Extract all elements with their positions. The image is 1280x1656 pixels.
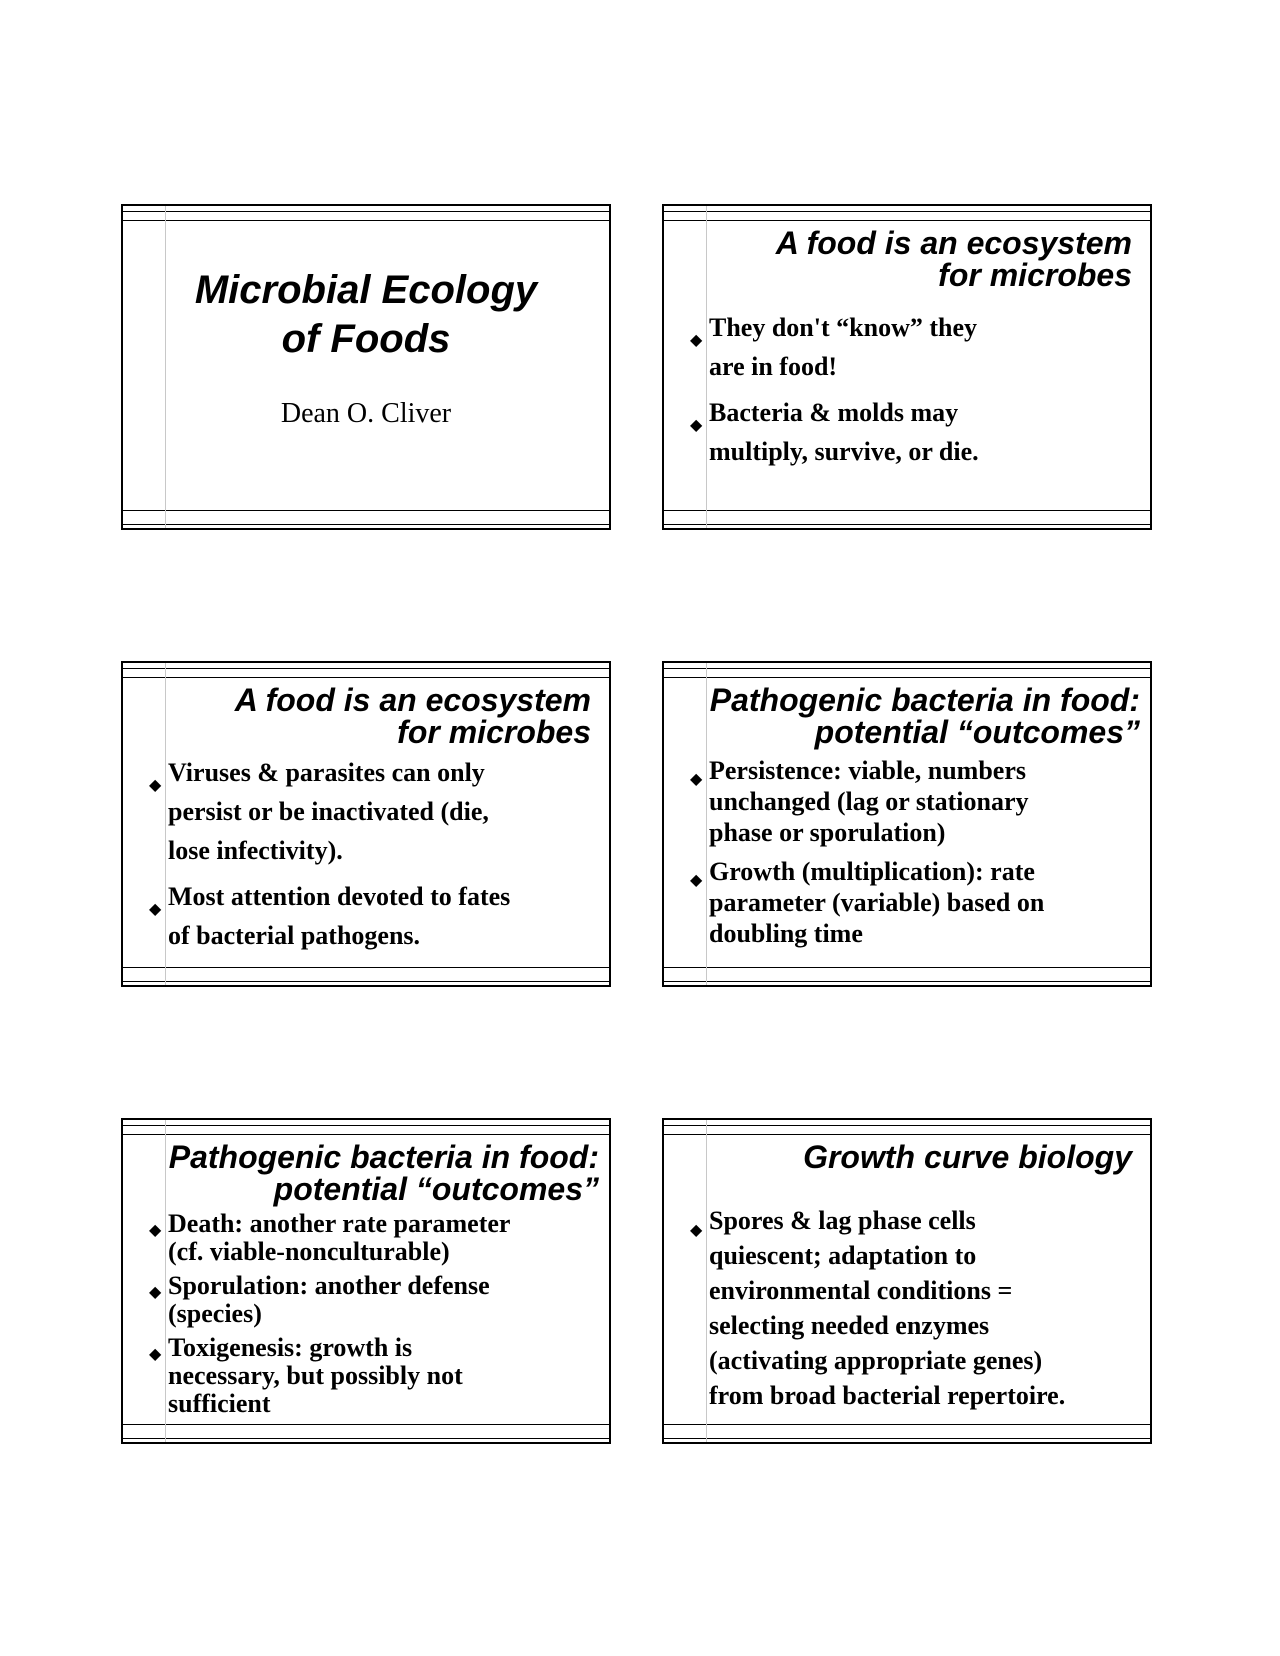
- slide-title: [803, 1141, 1132, 1173]
- bullet-line: ◆ Viruses & parasites can only: [168, 758, 485, 787]
- author-name: Dean O. Cliver: [280, 398, 452, 429]
- title-line: Pathogenic bacteria in food:: [168, 1139, 599, 1175]
- bullet-line: ◆ Death: another rate parameter: [168, 1209, 511, 1238]
- slide-rule: [664, 668, 1150, 669]
- bullet-line: ◆ Toxigenesis: growth is: [168, 1333, 413, 1362]
- slide-5: [121, 1118, 611, 1444]
- slide-rule: [664, 967, 1150, 968]
- slide-rule: [123, 1134, 609, 1135]
- bullet-line: (species): [168, 1299, 262, 1328]
- slide-title: [776, 227, 1132, 291]
- bullet-item: [690, 308, 979, 386]
- bullet-list: [690, 1203, 1065, 1413]
- slide-rule: [664, 1424, 1150, 1425]
- bullet-line: from broad bacterial repertoire.: [709, 1381, 1066, 1410]
- bullet-line: selecting needed enzymes: [709, 1311, 990, 1340]
- bullet-item: [149, 1210, 510, 1266]
- slide-rule: [664, 524, 1150, 525]
- bullet-list: [690, 308, 979, 478]
- bullet-line: lose infectivity).: [168, 836, 343, 865]
- slide-title: [169, 1141, 599, 1205]
- slide-4: [662, 661, 1152, 987]
- title-line: for microbes: [938, 257, 1132, 293]
- bullet-line: ◆ Spores & lag phase cells: [709, 1206, 976, 1235]
- slide-rule: [123, 1125, 609, 1126]
- slide-rule: [664, 211, 1150, 212]
- slide-3: [121, 661, 611, 987]
- slide-rule: [664, 510, 1150, 511]
- bullet-line: persist or be inactivated (die,: [168, 797, 489, 826]
- bullet-line: of bacterial pathogens.: [168, 921, 421, 950]
- slide-rule: [664, 1134, 1150, 1135]
- title-line: for microbes: [397, 714, 591, 750]
- slide-rule: [123, 677, 609, 678]
- slide-rule: [123, 668, 609, 669]
- bullet-line: ◆ They don't “know” they: [709, 313, 977, 342]
- bullet-item: [149, 753, 510, 870]
- bullet-line: phase or sporulation): [709, 818, 946, 847]
- bullet-item: [690, 856, 1044, 949]
- title-line: Growth curve biology: [803, 1139, 1132, 1175]
- bullet-item: [149, 1334, 510, 1418]
- title-line: A food is an ecosystem: [234, 682, 591, 718]
- slide-rule: [123, 1424, 609, 1425]
- slide-rule: [664, 1438, 1150, 1439]
- title-line: potential “outcomes”: [273, 1171, 599, 1207]
- slide-rule: [123, 220, 609, 221]
- bullet-line: ◆ Most attention devoted to fates: [168, 882, 511, 911]
- bullet-line: quiescent; adaptation to: [709, 1241, 977, 1270]
- bullet-line: sufficient: [168, 1389, 271, 1418]
- bullet-line: ◆ Bacteria & molds may: [709, 398, 959, 427]
- slide-rule: [664, 981, 1150, 982]
- bullet-item: [690, 1203, 1065, 1413]
- bullet-item: [690, 755, 1044, 848]
- slide-6: [662, 1118, 1152, 1444]
- title-line: Pathogenic bacteria in food:: [709, 682, 1140, 718]
- bullet-line: parameter (variable) based on: [709, 888, 1045, 917]
- bullet-item: [149, 1272, 510, 1328]
- bullet-list: [149, 1210, 510, 1424]
- bullet-item: [690, 393, 979, 471]
- title-line: potential “outcomes”: [814, 714, 1140, 750]
- slide-rule: [664, 1125, 1150, 1126]
- bullet-line: (cf. viable-nonculturable): [168, 1237, 450, 1266]
- slide-rule: [123, 510, 609, 511]
- slide-rule: [664, 677, 1150, 678]
- bullet-line: ◆ Persistence: viable, numbers: [709, 756, 1027, 785]
- slide-margin-line: [165, 206, 166, 528]
- bullet-line: (activating appropriate genes): [709, 1346, 1043, 1375]
- bullet-line: ◆ Growth (multiplication): rate: [709, 857, 1035, 886]
- bullet-line: unchanged (lag or stationary: [709, 787, 1029, 816]
- slide-rule: [123, 211, 609, 212]
- slide-rule: [123, 981, 609, 982]
- bullet-line: environmental conditions =: [709, 1276, 1013, 1305]
- bullet-line: doubling time: [709, 919, 863, 948]
- slide-1: [121, 204, 611, 530]
- bullet-line: multiply, survive, or die.: [709, 437, 979, 466]
- bullet-list: [149, 753, 510, 962]
- slide-rule: [123, 1438, 609, 1439]
- bullet-line: ◆ Sporulation: another defense: [168, 1271, 490, 1300]
- title-line: Microbial Ecology: [194, 268, 538, 312]
- title-line: A food is an ecosystem: [775, 225, 1132, 261]
- slide-title: [235, 684, 591, 748]
- bullet-line: necessary, but possibly not: [168, 1361, 463, 1390]
- bullet-list: [690, 755, 1044, 957]
- slide-2: [662, 204, 1152, 530]
- slide-title: [710, 684, 1140, 748]
- slide-rule: [123, 967, 609, 968]
- presentation-title: [123, 266, 609, 364]
- bullet-line: are in food!: [709, 352, 838, 381]
- title-line: of Foods: [281, 317, 451, 361]
- slide-rule: [664, 220, 1150, 221]
- bullet-item: [149, 877, 510, 955]
- slide-rule: [123, 524, 609, 525]
